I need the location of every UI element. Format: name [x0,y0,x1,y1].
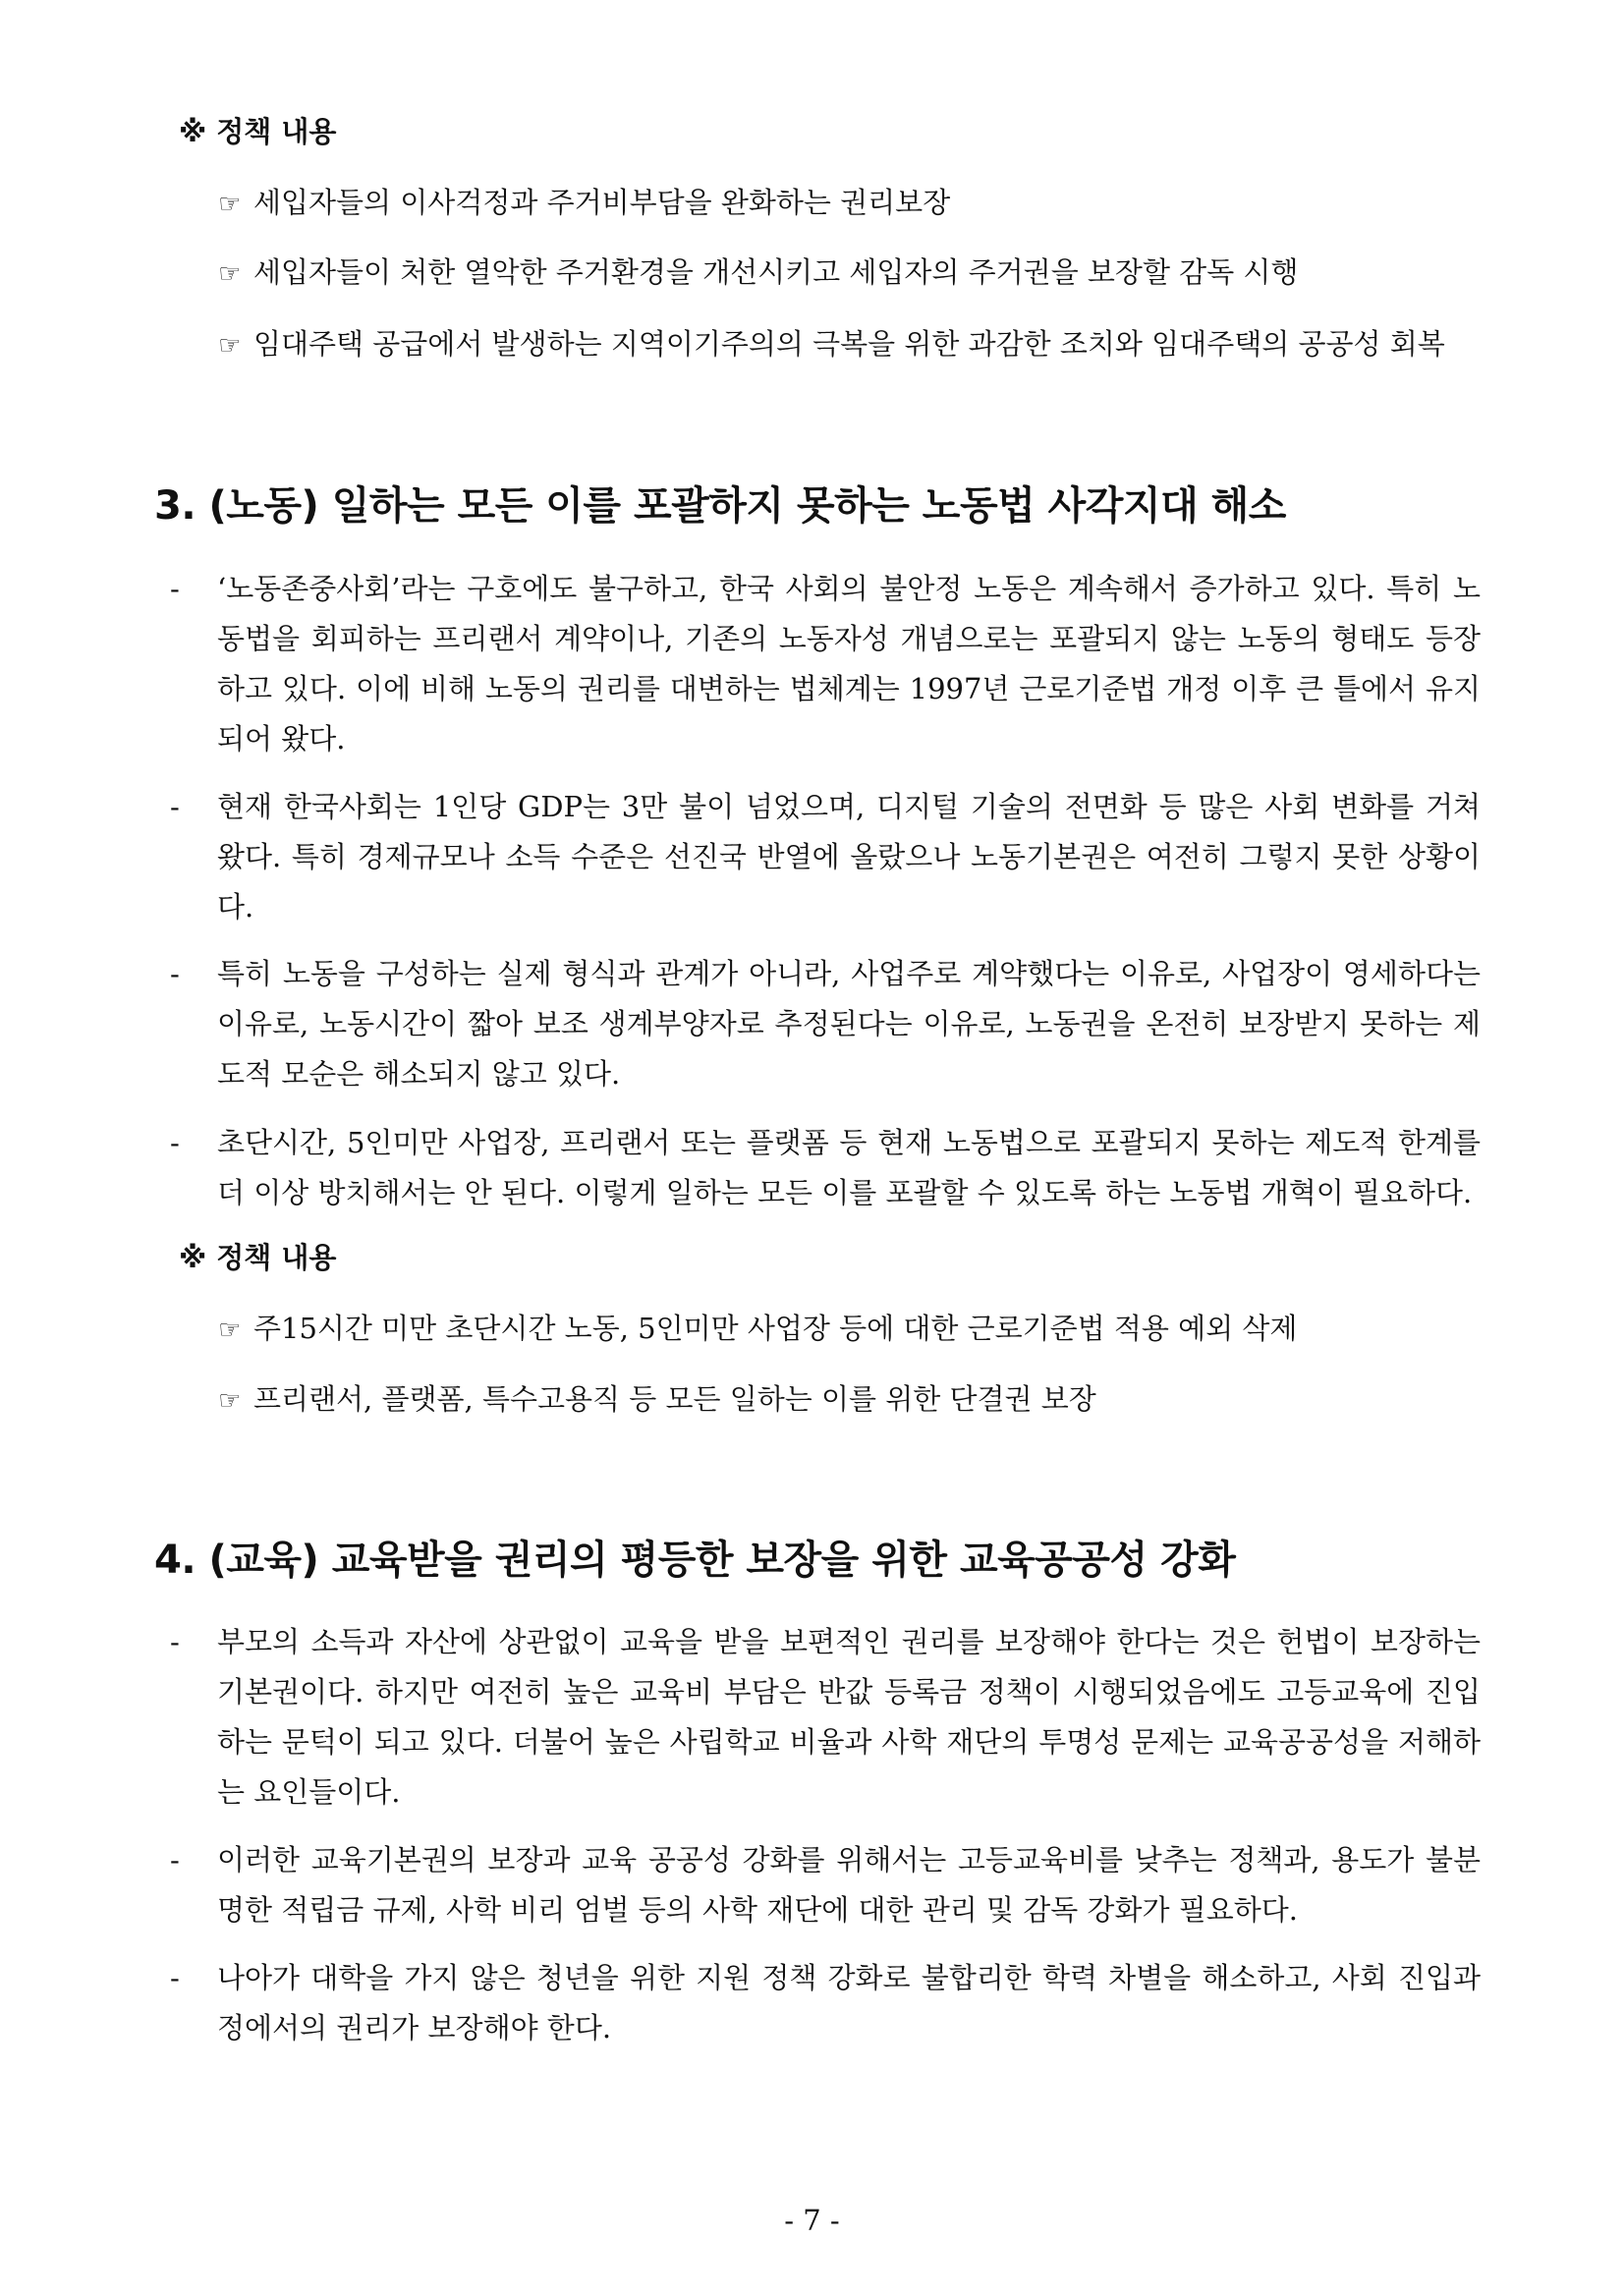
dash-bullet: - [170,1625,180,1658]
pointing-hand-icon: ☞ [218,259,242,289]
section-4-heading: 4. (교육) 교육받을 권리의 평등한 보장을 위한 교육공공성 강화 [154,1538,1236,1583]
policy-item-text: 주15시간 미만 초단시간 노동, 5인미만 사업장 등에 대한 근로기준법 적용 예외 삭제 [253,1312,1298,1345]
dash-bullet: - [170,1961,180,1994]
policy-item-text: 세입자들의 이사걱정과 주거비부담을 완화하는 권리보장 [253,186,951,219]
section-3-paragraph [170,949,1481,1099]
paragraph-text: ‘노동존중사회’라는 구호에도 불구하고, 한국 사회의 불안정 노동은 계속해서 증가하고 있다. 특히 노동법을 회피하는 프리랜서 계약이나, 기존의 노동자성 개념으로는 포괄되지 않는 노동의 형태도 등장하고 있다. 이에 비해 노동의 권리를 대변하는 법체계는 1997년 근로기준법 개정 이후 큰 틀에서 유지되어 왔다. [217,572,1481,756]
dash-bullet: - [170,572,180,605]
section-3-heading: 3. (노동) 일하는 모든 이를 포괄하지 못하는 노동법 사각지대 해소 [154,483,1286,529]
pointing-hand-icon: ☞ [218,1386,242,1416]
pointing-hand-icon: ☞ [218,331,242,361]
policy-item [218,324,1445,365]
section-3-paragraph [170,782,1481,932]
policy-item [218,252,1298,294]
section-4-paragraph [170,1835,1481,1935]
dash-bullet: - [170,957,180,990]
dash-bullet: - [170,1843,180,1876]
paragraph-text: 부모의 소득과 자산에 상관없이 교육을 받을 보편적인 권리를 보장해야 한다는 것은 헌법이 보장하는 기본권이다. 하지만 여전히 높은 교육비 부담은 반값 등록금 정책이 시행되었음에도 고등교육에 진입하는 문턱이 되고 있다. 더불어 높은 사립학교 비율과 사학 재단의 투명성 문제는 교육공공성을 저해하는 요인들이다. [217,1625,1481,1809]
section-4-paragraph [170,1617,1481,1818]
section-3-paragraph [170,564,1481,764]
section-4-paragraph [170,1953,1481,2053]
pointing-hand-icon: ☞ [218,1316,242,1345]
paragraph-text: 나아가 대학을 가지 않은 청년을 위한 지원 정책 강화로 불합리한 학력 차별을 해소하고, 사회 진입과정에서의 권리가 보장해야 한다. [217,1961,1481,2044]
dash-bullet: - [170,1126,180,1159]
policy-item [218,1379,1096,1421]
page-number: - 7 - [784,2204,840,2237]
policy-content-title: ※ 정책 내용 [179,115,337,148]
paragraph-text: 초단시간, 5인미만 사업장, 프리랜서 또는 플랫폼 등 현재 노동법으로 포괄되지 못하는 제도적 한계를 더 이상 방치해서는 안 된다. 이렇게 일하는 모든 이를 포괄할 수 있도록 하는 노동법 개혁이 필요하다. [217,1126,1481,1209]
policy-item-text: 프리랜서, 플랫폼, 특수고용직 등 모든 일하는 이를 위한 단결권 보장 [253,1382,1096,1416]
policy-item [218,183,950,224]
paragraph-text: 이러한 교육기본권의 보장과 교육 공공성 강화를 위해서는 고등교육비를 낮추는 정책과, 용도가 불분명한 적립금 규제, 사학 비리 엄벌 등의 사학 재단에 대한 관리 및 감독 강화가 필요하다. [217,1843,1481,1927]
policy-content-title: ※ 정책 내용 [179,1241,337,1274]
policy-item-text: 임대주택 공급에서 발생하는 지역이기주의의 극복을 위한 과감한 조치와 임대주택의 공공성 회복 [253,327,1445,361]
dash-bullet: - [170,790,180,823]
paragraph-text: 특히 노동을 구성하는 실제 형식과 관계가 아니라, 사업주로 계약했다는 이유로, 사업장이 영세하다는 이유로, 노동시간이 짧아 보조 생계부양자로 추정된다는 이유로, 노동권을 온전히 보장받지 못하는 제도적 모순은 해소되지 않고 있다. [217,957,1481,1091]
policy-item-text: 세입자들이 처한 열악한 주거환경을 개선시키고 세입자의 주거권을 보장할 감독 시행 [253,255,1299,289]
pointing-hand-icon: ☞ [218,190,242,219]
paragraph-text: 현재 한국사회는 1인당 GDP는 3만 불이 넘었으며, 디지털 기술의 전면화 등 많은 사회 변화를 거쳐 왔다. 특히 경제규모나 소득 수준은 선진국 반열에 올랐으나 노동기본권은 여전히 그렇지 못한 상황이다. [217,790,1481,924]
section-3-paragraph [170,1118,1481,1218]
policy-item [218,1309,1297,1350]
